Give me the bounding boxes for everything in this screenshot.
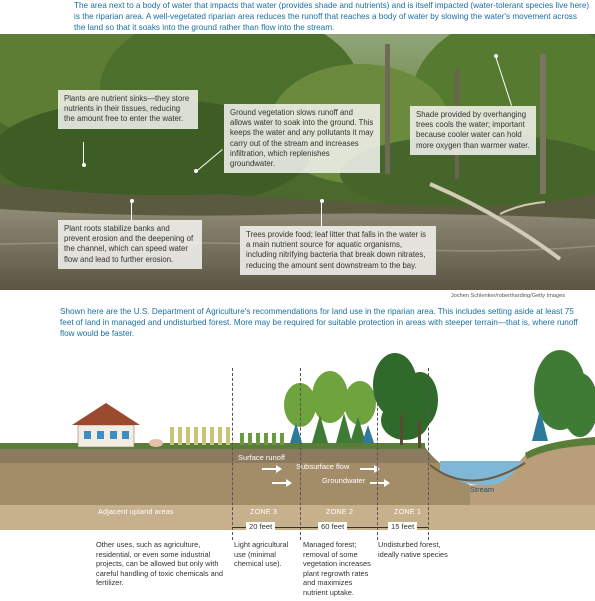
- label-stream: Stream: [470, 485, 495, 494]
- label-surface-runoff: Surface runoff: [238, 453, 285, 462]
- callout-leader: [321, 201, 322, 227]
- note-zone1: Undisturbed forest, ideally native species: [378, 540, 448, 559]
- label-groundwater: Groundwater: [322, 476, 366, 485]
- label-zone2: ZONE 2: [326, 507, 354, 516]
- dimension-zone2: 60 feet: [318, 522, 347, 531]
- note-zone3: Light agricultural use (minimal chemical use).: [234, 540, 289, 569]
- label-zone3: ZONE 3: [250, 507, 278, 516]
- label-subsurface-flow: Subsurface flow: [296, 462, 350, 471]
- usda-paragraph: Shown here are the U.S. Department of Agriculture's recommendations for land use in the riparian area. This includes setting aside at least 75 feet of land in managed and undisturbed forest. More may be required for suitable protection in areas with steeper terrain—that is, where runoff flow would be faster.: [60, 307, 578, 338]
- zone-divider: [428, 368, 429, 540]
- callout-leader: [83, 142, 84, 164]
- riparian-zone-diagram: [0, 345, 595, 530]
- note-zone2: Managed forest; removal of some vegetation increases plant regrowth rates and maximizes nutrient uptake.: [303, 540, 371, 597]
- label-upland: Adjacent upland areas: [98, 507, 174, 516]
- dimension-zone1: 15 feet: [388, 522, 417, 531]
- label-zone1: ZONE 1: [394, 507, 422, 516]
- callout-nutrient-sinks: Plants are nutrient sinks—they store nutrients in their tissues, reducing the amount free to enter the water.: [58, 90, 198, 129]
- callout-trees-food: Trees provide food; leaf litter that falls in the water is a main nutrient source for aquatic organisms, including nitrifying bacteria that break down nitrates, reducing the amount sent downstream to the bay.: [240, 226, 436, 275]
- zone-divider: [377, 368, 378, 540]
- riparian-photo: [0, 34, 595, 290]
- callout-leader: [131, 201, 132, 221]
- callout-ground-vegetation: Ground vegetation slows runoff and allows water to soak into the ground. This keeps the water and any pollutants it may carry out of the stream and increases infiltration, which replenishes groundwater.: [224, 104, 380, 173]
- zone-divider: [232, 368, 233, 540]
- riparian-cross-section: [0, 345, 595, 530]
- zone-divider: [300, 368, 301, 540]
- callout-shade: Shade provided by overhanging trees cools the water; important because cooler water can hold more oxygen than warmer water.: [410, 106, 536, 155]
- intro-paragraph: The area next to a body of water that impacts that water (provides shade and nutrients) and is itself impacted (water-tolerant species live here) is the riparian area. A well-vegetated riparian area reduces the runoff that reaches a body of water by slowing the water's movement across the land so that it soaks into the ground rather than flow into the stream.: [74, 1, 590, 32]
- note-upland: Other uses, such as agriculture, residential, or even some industrial projects, can be allowed but only with careful handling of toxic chemicals and fertilizer.: [96, 540, 223, 588]
- photo-credit: Jochen Schlenker/robertharding/Getty Images: [450, 293, 565, 299]
- dimension-zone3: 20 feet: [246, 522, 275, 531]
- callout-roots: Plant roots stabilize banks and prevent erosion and the deepening of the channel, which can speed water flow and lead to further erosion.: [58, 220, 202, 269]
